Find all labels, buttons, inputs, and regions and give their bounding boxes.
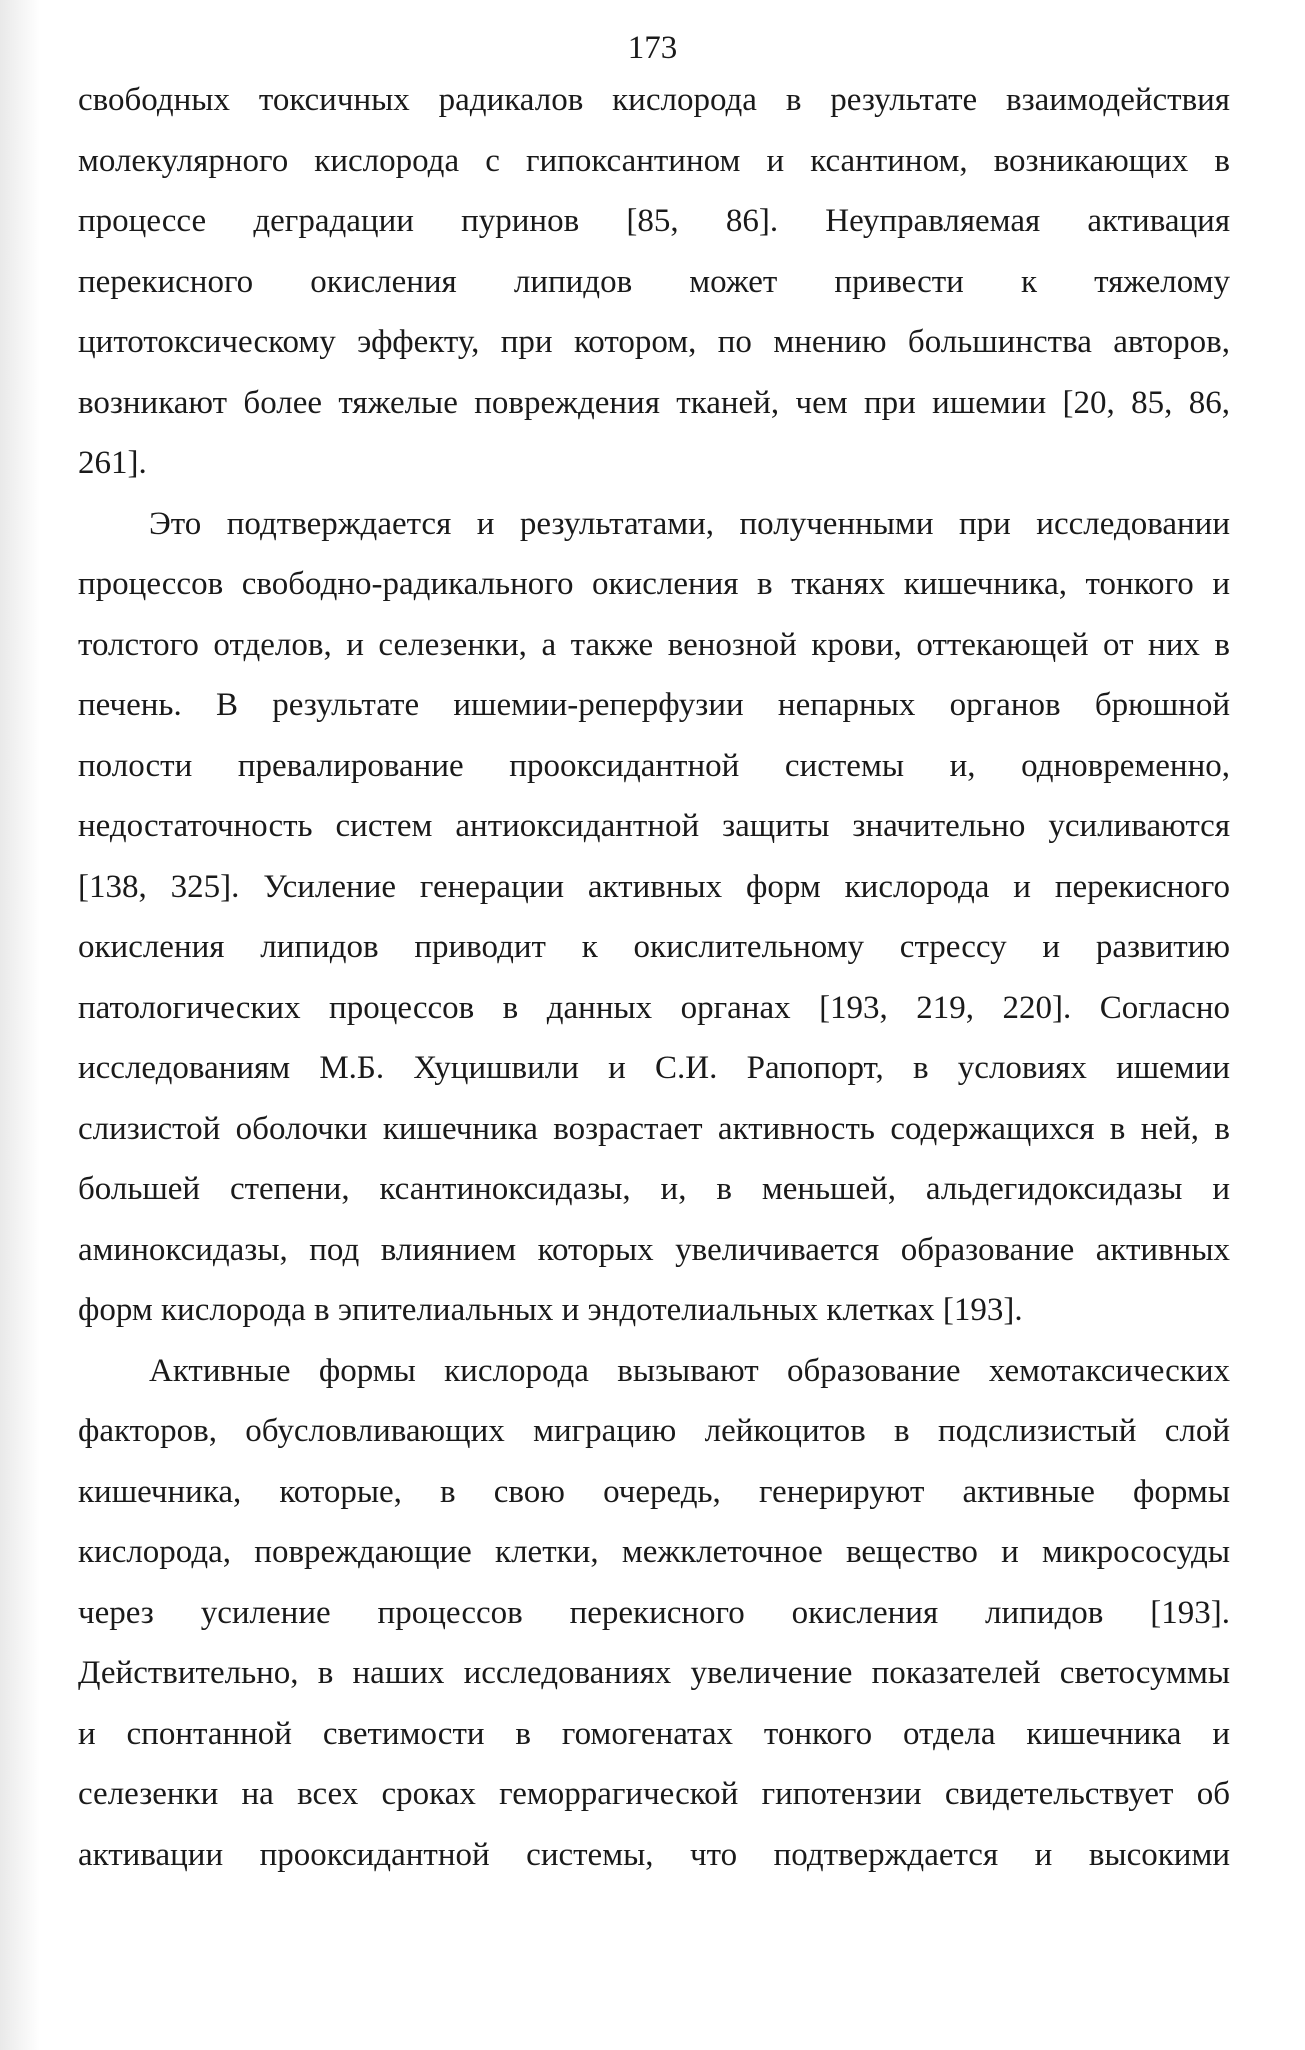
text-line: свободных токсичных радикалов кислорода в результате взаимодействия (78, 82, 1230, 118)
text-line: большей степени, ксантиноксидазы, и, в меньшей, альдегидоксидазы и (78, 1171, 1230, 1207)
text-line: через усиление процессов перекисного окисления липидов [193]. (78, 1594, 1230, 1631)
text-line: Это подтверждается и результатами, полученными при исследовании (149, 505, 1230, 542)
text-line: Действительно, в наших исследованиях увеличение показателей светосуммы (78, 1655, 1230, 1691)
scan-shadow-edge (0, 0, 40, 2050)
paragraph-2 (78, 494, 1230, 1341)
text-line: молекулярного кислорода с гипоксантином и ксантином, возникающих в (78, 142, 1230, 179)
text-line: недостаточность систем антиоксидантной защиты значительно усиливаются (78, 808, 1230, 844)
text-line: возникают более тяжелые повреждения тканей, чем при ишемии [20, 85, 86, (78, 384, 1230, 421)
text-line: процессов свободно-радикального окисления в тканях кишечника, тонкого и (78, 566, 1230, 602)
text-line: факторов, обусловливающих миграцию лейкоцитов в подслизистый слой (78, 1413, 1230, 1449)
text-line: форм кислорода в эпителиальных и эндотелиальных клетках [193]. (78, 1292, 1023, 1328)
text-line: 261]. (78, 445, 147, 481)
text-line: полости превалирование прооксидантной системы и, одновременно, (78, 747, 1230, 784)
text-line: Активные формы кислорода вызывают образование хемотаксических (149, 1352, 1230, 1389)
text-line: слизистой оболочки кишечника возрастает активность содержащихся в ней, в (78, 1110, 1230, 1147)
body-text (78, 70, 1230, 1885)
page-number: 173 (627, 30, 678, 66)
text-line: цитотоксическому эффекту, при котором, по мнению большинства авторов, (78, 324, 1230, 360)
text-line: и спонтанной светимости в гомогенатах тонкого отдела кишечника и (78, 1715, 1230, 1752)
text-line: селезенки на всех сроках геморрагической гипотензии свидетельствует об (78, 1776, 1230, 1812)
text-line: патологических процессов в данных органах [193, 219, 220]. Согласно (78, 989, 1230, 1026)
text-line: кислорода, повреждающие клетки, межклеточное вещество и микрососуды (78, 1534, 1230, 1570)
text-line: аминоксидазы, под влиянием которых увеличивается образование активных (78, 1231, 1230, 1268)
text-line: печень. В результате ишемии-реперфузии непарных органов брюшной (78, 687, 1230, 723)
text-line: процессе деградации пуринов [85, 86]. Неуправляемая активация (78, 203, 1230, 239)
text-line: окисления липидов приводит к окислительному стрессу и развитию (78, 929, 1230, 965)
text-line: толстого отделов, и селезенки, а также венозной крови, оттекающей от них в (78, 626, 1230, 663)
paragraph-1 (78, 70, 1230, 494)
text-line: перекисного окисления липидов может привести к тяжелому (78, 263, 1230, 300)
text-line: [138, 325]. Усиление генерации активных форм кислорода и перекисного (78, 868, 1230, 905)
text-line: кишечника, которые, в свою очередь, генерируют активные формы (78, 1473, 1230, 1510)
paragraph-3 (78, 1341, 1230, 1886)
text-line: активации прооксидантной системы, что подтверждается и высокими (78, 1836, 1230, 1873)
text-line: исследованиям М.Б. Хуцишвили и С.И. Рапопорт, в условиях ишемии (78, 1050, 1230, 1086)
